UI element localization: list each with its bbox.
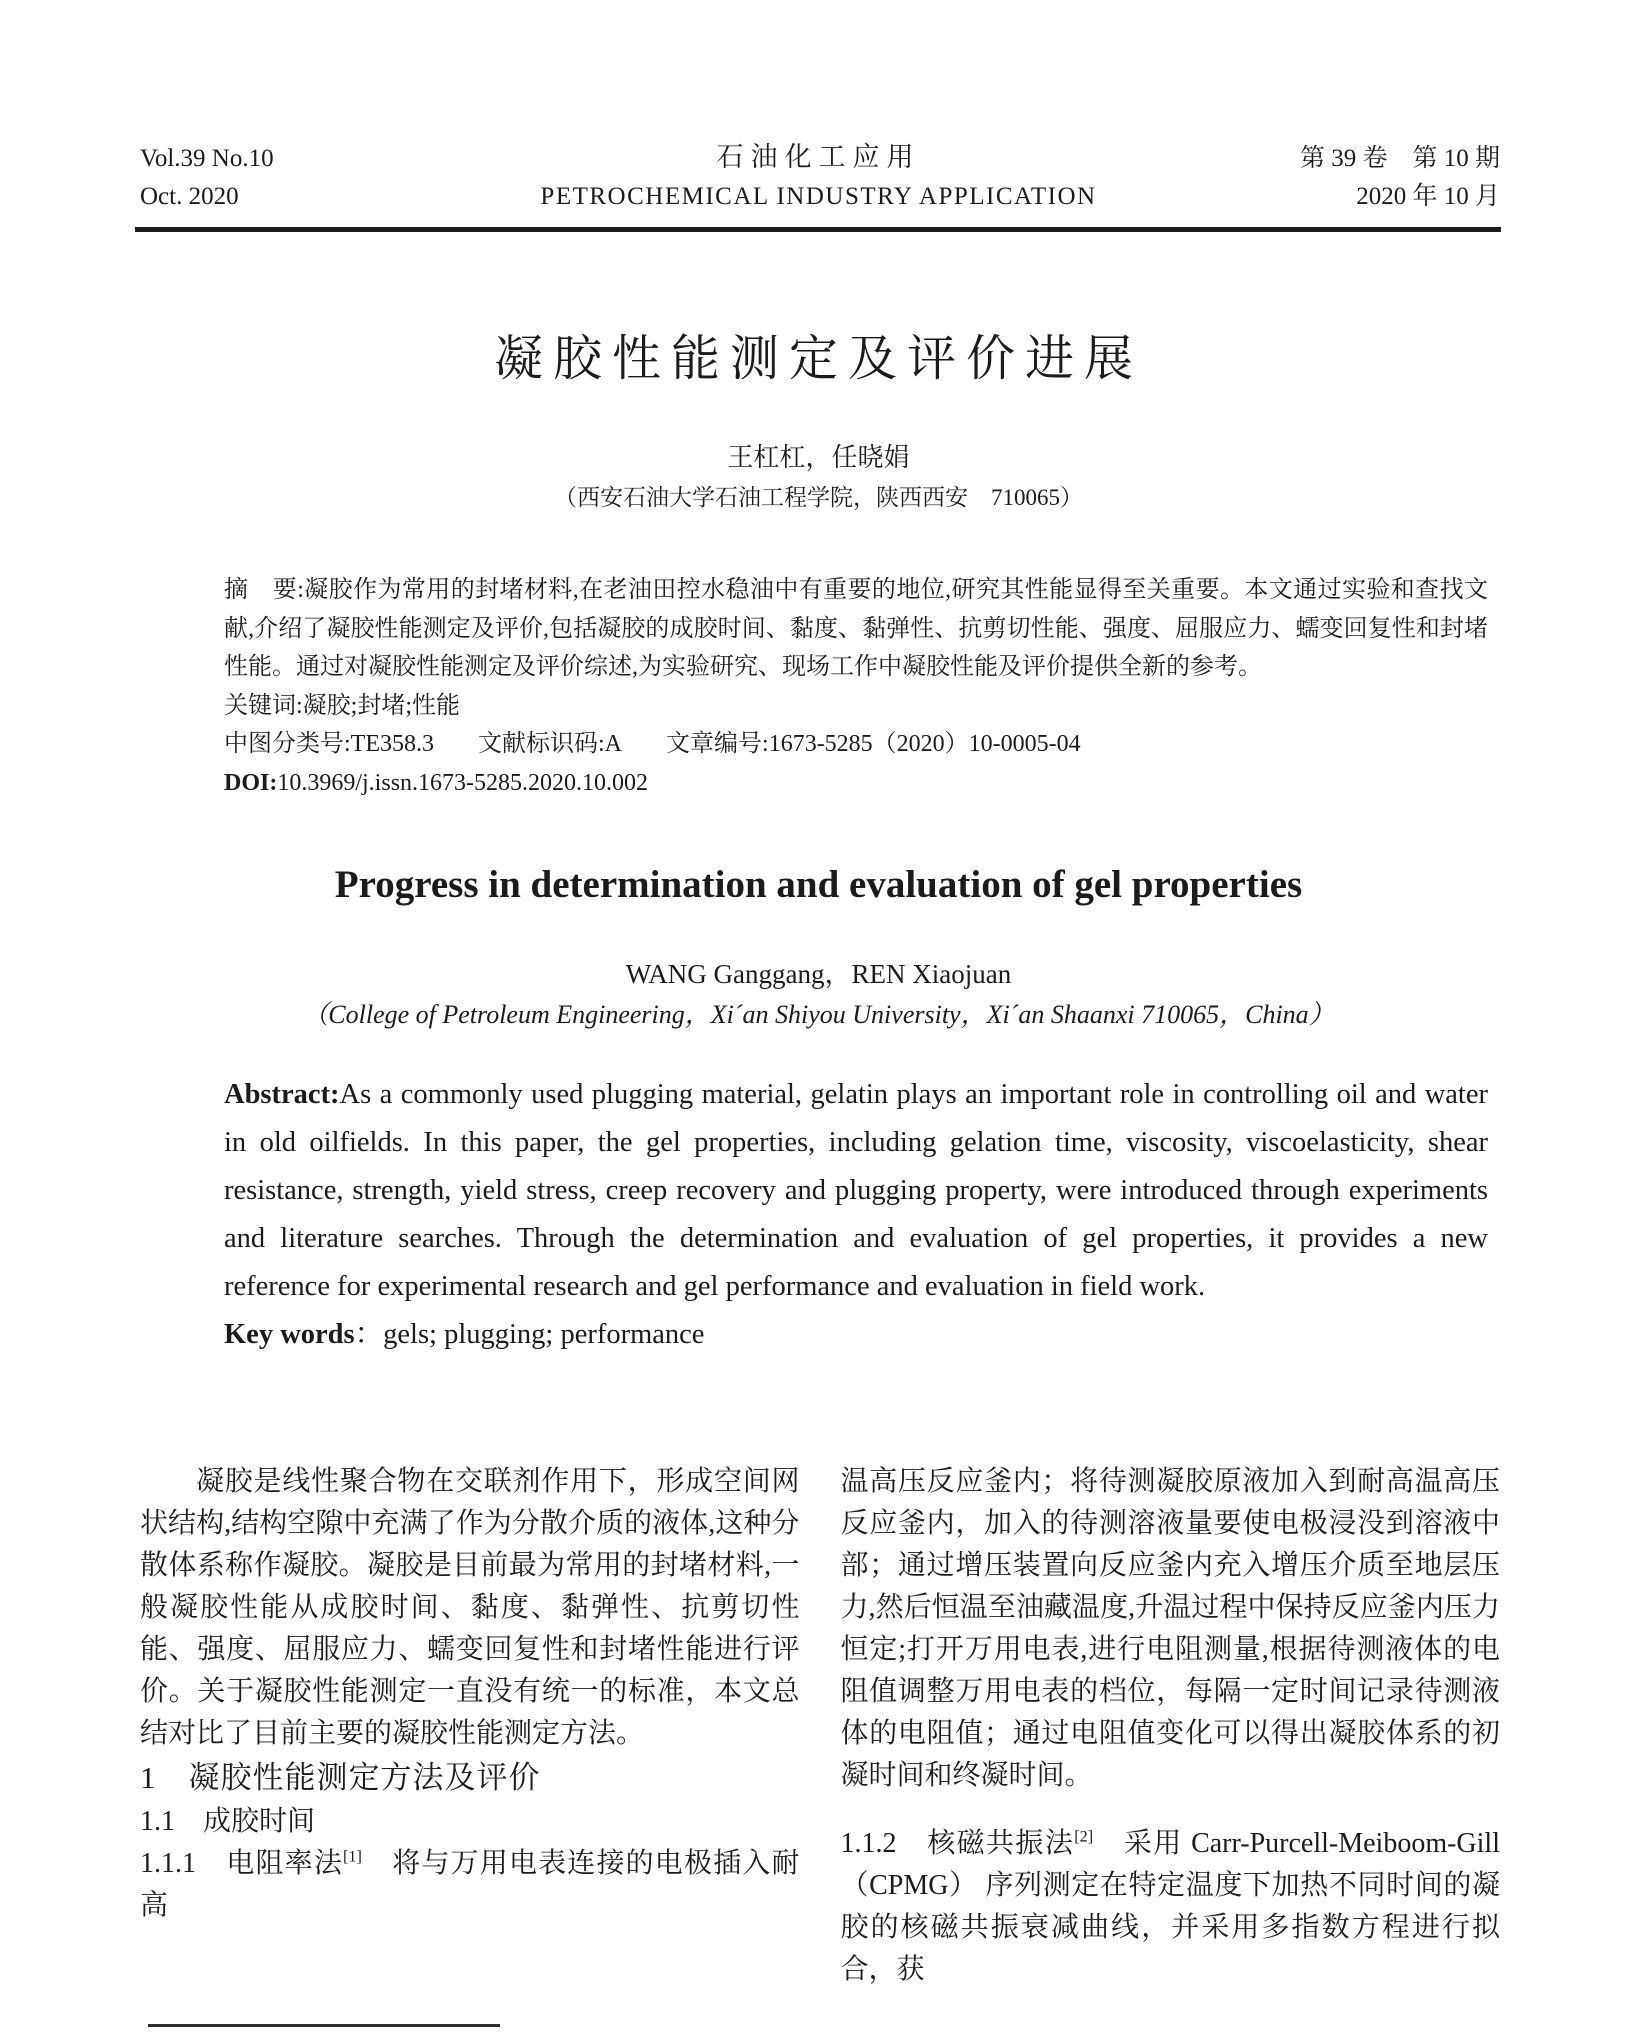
article-title-en: Progress in determination and evaluation of gel properties: [334, 863, 1303, 906]
doi-label: DOI:: [224, 769, 278, 796]
article-no-label: 文章编号:: [666, 731, 769, 757]
abstract-block-cn: [224, 571, 1488, 802]
volume-issue-cn: 第 39 卷 第 10 期: [1299, 145, 1500, 172]
paragraph-1-1-1: 1.1.1 电阻率法[1] 将与万用电表连接的电极插入耐高: [140, 1847, 800, 1921]
article-no-value: 1673-5285（2020）10-0005-04: [768, 731, 1081, 757]
affiliation-cn: （西安石油大学石油工程学院，陕西西安 710065）: [554, 485, 1083, 510]
keywords-line-cn: [224, 687, 1488, 726]
doc-code-value: A: [604, 731, 623, 757]
keywords-label-en: Key words: [224, 1319, 355, 1350]
header-rule: [135, 227, 1501, 232]
journal-name-cn: 石油化工应用: [716, 142, 921, 172]
abstract-label-cn: 摘 要:: [224, 577, 304, 603]
abstract-text-cn: 凝胶作为常用的封堵材料,在老油田控水稳油中有重要的地位,研究其性能显得至关重要。本文通过实验和查找文献,介绍了凝胶性能测定及评价,包括凝胶的成胶时间、黏度、黏弹性、抗剪切性能、强度、屈服应力、蠕变回复性和封堵性能。通过对凝胶性能测定及评价综述,为实验研究、现场工作中凝胶性能及评价提供全新的参考。: [224, 577, 1488, 680]
paragraph-1-1-2: 1.1.2 核磁共振法[2] 采用 Carr-Purcell-Meiboom-Gill（CPMG） 序列测定在特定温度下加热不同时间的凝胶的核磁共振衰减曲线，并采用多指数方程进行拟合，获: [840, 1827, 1500, 1985]
issue-date-en: Oct. 2020: [140, 183, 239, 210]
abstract-en: [224, 1071, 1488, 1311]
authors-en: WANG Ganggang，REN Xiaojuan: [625, 959, 1012, 989]
keywords-cn: 凝胶;封堵;性能: [302, 692, 461, 719]
paragraph-continuation: 温高压反应釜内；将待测凝胶原液加入到耐高温高压反应釜内，加入的待测溶液量要使电极浸没到溶液中部；通过增压装置向反应釜内充入增压介质至地层压力,然后恒温至油藏温度,升温过程中保持反应釜内压力恒定;打开万用电表,进行电阻测量,根据待测液体的电阻值调整万用电表的档位，每隔一定时间记录待测液体的电阻值；通过电阻值变化可以得出凝胶体系的初凝时间和终凝时间。: [840, 1466, 1500, 1791]
issue-date-cn: 2020 年 10 月: [1356, 183, 1500, 210]
keywords-en: ：gels; plugging; performance: [354, 1319, 705, 1350]
section-1-1-heading: 1.1 成胶时间: [140, 1806, 316, 1837]
abstract-text-en: As a commonly used plugging material, gelatin plays an important role in controlling oil and water in old oilfields. In this paper, the gel properties, including gelation time, viscosity, viscoelasticity, shear resistance, strength, yield stress, creep recovery and plugging property, were introduced through experiments and literature searches. Through the determination and evaluation of gel properties, it provides a new reference for experimental research and gel performance and evaluation in field work.: [224, 1079, 1488, 1302]
footnote-rule: [148, 2024, 500, 2027]
clc-value: TE358.3: [350, 731, 434, 757]
intro-paragraph: 凝胶是线性聚合物在交联剂作用下，形成空间网状结构,结构空隙中充满了作为分散介质的液体,这种分散体系称作凝胶。凝胶是目前最为常用的封堵材料,一般凝胶性能从成胶时间、黏度、黏弹性、抗剪切性能、强度、屈服应力、蠕变回复性和封堵性能进行评价。关于凝胶性能测定一直没有统一的标准，本文总结对比了目前主要的凝胶性能测定方法。: [140, 1466, 800, 1749]
abstract-label-en: Abstract:: [224, 1079, 340, 1110]
keywords-line-en: [224, 1311, 1488, 1359]
article-title-cn: 凝胶性能测定及评价进展: [493, 331, 1143, 386]
section-1-heading: 1 凝胶性能测定方法及评价: [140, 1760, 541, 1795]
doi-value: 10.3969/j.issn.1673-5285.2020.10.002: [277, 769, 649, 796]
abstract-cn: [224, 571, 1488, 687]
keywords-label-cn: 关键词:: [224, 692, 303, 719]
right-column: [841, 1461, 1501, 1991]
clc-label: 中图分类号:: [224, 731, 351, 757]
abstract-block-en: [224, 1071, 1488, 1359]
authors-cn: 王杠杠，任晓娟: [727, 443, 910, 472]
left-column: [140, 1461, 800, 1991]
volume-issue-en: Vol.39 No.10: [140, 145, 274, 172]
journal-name-en: PETROCHEMICAL INDUSTRY APPLICATION: [540, 183, 1097, 210]
affiliation-en: （College of Petroleum Engineering，Xi´an Shiyou University，Xi´an Shaanxi 710065，China）: [302, 1000, 1335, 1029]
body-columns: [140, 1461, 1500, 1991]
header-right: [1300, 140, 1500, 216]
classification-line: [224, 725, 1488, 764]
doi-line: [224, 764, 1488, 803]
doc-code-label: 文献标识码:: [478, 731, 605, 757]
